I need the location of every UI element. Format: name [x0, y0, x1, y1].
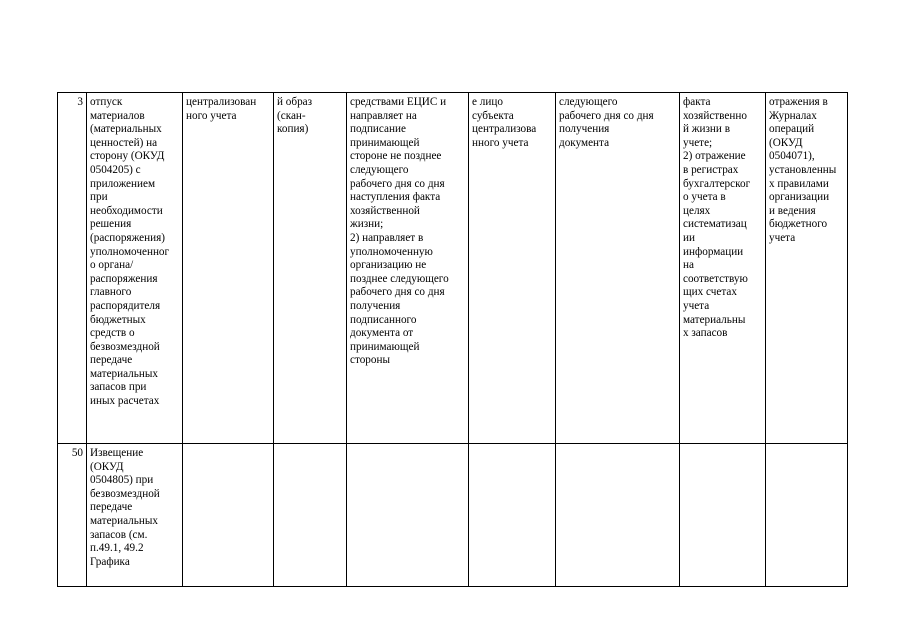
responsible-cell: централизован ного учета: [183, 93, 274, 444]
document-cell: Извещение (ОКУД 0504805) при безвозмездной передаче материальных запасов (см. п.49.1, 49.2 Графика: [87, 444, 183, 587]
row-number: 50: [58, 444, 87, 587]
format-cell: [274, 444, 347, 587]
deadline-cell: [556, 444, 680, 587]
responsible-cell: [183, 444, 274, 587]
deadline-cell: следующего рабочего дня со дня получения документа: [556, 93, 680, 444]
procedure-cell: [347, 444, 469, 587]
action-cell: факта хозяйственно й жизни в учете; 2) отражение в регистрах бухгалтерског о учета в целях систематизац ии информации на соответствую щих счетах учета материальны х запасов: [680, 93, 766, 444]
reflection-cell: отражения в Журналах операций (ОКУД 0504071), установленны х правилами организации и ведения бюджетного учета: [766, 93, 848, 444]
action-cell: [680, 444, 766, 587]
recipient-cell: е лицо субъекта централизова нного учета: [469, 93, 556, 444]
procedure-cell: средствами ЕЦИС и направляет на подписание принимающей стороне не позднее следующего рабочего дня со дня наступления факта хозяйственной жизни; 2) направляет в уполномоченную организацию не позднее следующего рабочего дня со дня получения подписанного документа от принимающей стороны: [347, 93, 469, 444]
recipient-cell: [469, 444, 556, 587]
row-number: 3: [58, 93, 87, 444]
schedule-table: [57, 92, 848, 587]
reflection-cell: [766, 444, 848, 587]
format-cell: й образ (скан- копия): [274, 93, 347, 444]
table-row: [58, 444, 848, 587]
document-cell: отпуск материалов (материальных ценностей) на сторону (ОКУД 0504205) с приложением при необходимости решения (распоряжения) уполномоченног о органа/ распоряжения главного распорядителя бюджетных средств о безвозмездной передаче материальных запасов при иных расчетах: [87, 93, 183, 444]
table-row: [58, 93, 848, 444]
